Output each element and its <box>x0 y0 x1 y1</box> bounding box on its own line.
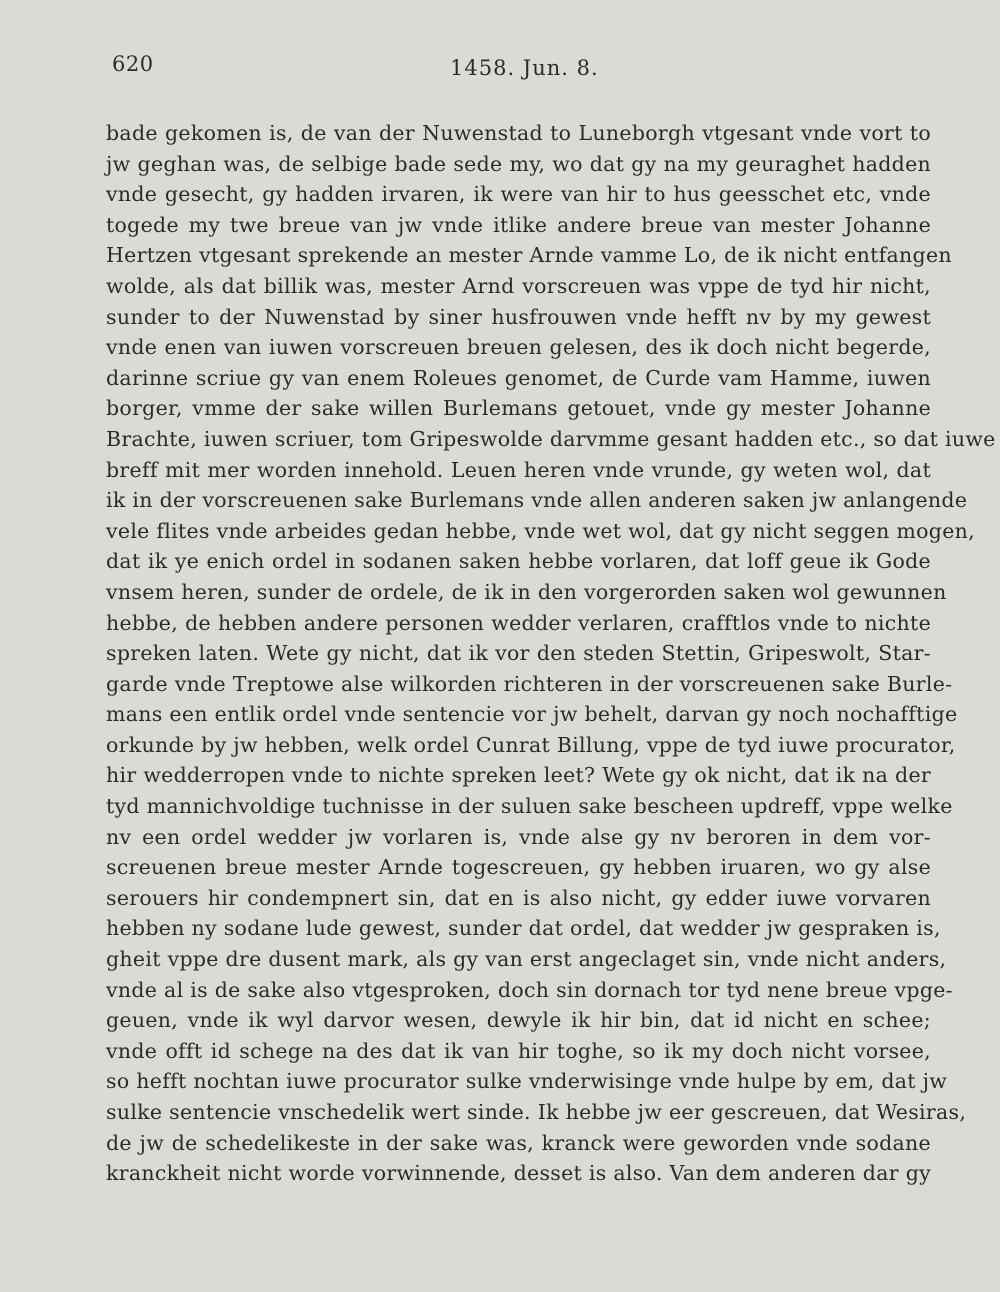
text-line: Brachte, iuwen scriuer, tom Gripeswolde darvmme gesant hadden etc., so dat iuwe <box>106 426 996 451</box>
text-line: jw geghan was, de selbige bade sede my, wo dat gy na my geuraghet hadden <box>106 151 931 176</box>
text-line: de jw de schedelikeste in der sake was, kranck were geworden vnde sodane <box>106 1130 931 1155</box>
text-line: borger, vmme der sake willen Burlemans getouet, vnde gy mester Johanne <box>106 396 931 421</box>
page-header <box>0 52 1000 88</box>
text-line: sulke sentencie vnschedelik wert sinde. Ik hebbe jw eer gescreuen, dat Wesiras, <box>106 1100 967 1124</box>
text-line: breff mit mer worden innehold. Leuen heren vnde vrunde, gy weten wol, dat <box>106 457 931 482</box>
text-line: vnde enen van iuwen vorscreuen breuen gelesen, des ik doch nicht begerde, <box>106 335 931 360</box>
text-line: ik in der vorscreuenen sake Burlemans vnde allen anderen saken jw anlangende <box>106 488 968 513</box>
text-line: vnsem heren, sunder de ordele, de ik in den vorgerorden saken wol gewunnen <box>106 579 947 604</box>
page-number: 620 <box>112 52 154 76</box>
text-line: vnde gesecht, gy hadden irvaren, ik were van hir to hus geesschet etc, vnde <box>106 182 931 207</box>
text-line: mans een entlik ordel vnde sentencie vor jw behelt, darvan gy noch nochafftige <box>106 702 958 727</box>
text-line: dat ik ye enich ordel in sodanen saken hebbe vorlaren, dat loff geue ik Gode <box>106 549 931 574</box>
text-line: bade gekomen is, de van der Nuwenstad to Luneborgh vtgesant vnde vort to <box>106 121 931 145</box>
text-line: screuenen breue mester Arnde togescreuen, gy hebben iruaren, wo gy alse <box>106 855 931 880</box>
text-line: wolde, als dat billik was, mester Arnd vorscreuen was vppe de tyd hir nicht, <box>106 273 931 298</box>
text-line: serouers hir condempnert sin, dat en is also nicht, gy edder iuwe vorvaren <box>106 885 931 910</box>
text-line: gheit vppe dre dusent mark, als gy van erst angeclaget sin, vnde nicht anders, <box>106 947 947 972</box>
body-text <box>106 118 996 1189</box>
text-line: sunder to der Nuwenstad by siner husfrouwen vnde hefft nv by my gewest <box>106 304 931 329</box>
text-line: vnde al is de sake also vtgesproken, doch sin dornach tor tyd nene breue vpge- <box>106 977 953 1002</box>
text-line: kranckheit nicht worde vorwinnende, desset is also. Van dem anderen dar gy <box>106 1161 931 1186</box>
text-line: nv een ordel wedder jw vorlaren is, vnde alse gy nv beroren in dem vor- <box>106 824 931 849</box>
text-line: vele flites vnde arbeides gedan hebbe, vnde wet wol, dat gy nicht seggen mogen, <box>106 518 975 543</box>
text-line: hebben ny sodane lude gewest, sunder dat ordel, dat wedder jw gespraken is, <box>106 916 941 941</box>
text-line: Hertzen vtgesant sprekende an mester Arnde vamme Lo, de ik nicht entfangen <box>106 243 952 268</box>
text-line: so hefft nochtan iuwe procurator sulke vnderwisinge vnde hulpe by em, dat jw <box>106 1069 948 1094</box>
text-line: hebbe, de hebben andere personen wedder verlaren, crafftlos vnde to nichte <box>106 610 931 635</box>
text-line: darinne scriue gy van enem Roleues genomet, de Curde vam Hamme, iuwen <box>106 365 931 390</box>
text-line: garde vnde Treptowe alse wilkorden richteren in der vorscreuenen sake Burle- <box>106 671 953 696</box>
text-line: geuen, vnde ik wyl darvor wesen, dewyle ik hir bin, dat id nicht en schee; <box>106 1008 931 1033</box>
text-line: orkunde by jw hebben, welk ordel Cunrat Billung, vppe de tyd iuwe procurator, <box>106 732 956 757</box>
running-head-date: 1458. Jun. 8. <box>450 56 599 80</box>
text-line: vnde offt id schege na des dat ik van hir toghe, so ik my doch nicht vorsee, <box>106 1038 931 1063</box>
text-line: togede my twe breue van jw vnde itlike andere breue van mester Johanne <box>106 212 931 237</box>
text-line: tyd mannichvoldige tuchnisse in der suluen sake bescheen updreff, vppe welke <box>106 794 953 819</box>
text-line: hir wedderropen vnde to nichte spreken leet? Wete gy ok nicht, dat ik na der <box>106 763 931 788</box>
text-line: spreken laten. Wete gy nicht, dat ik vor den steden Stettin, Gripeswolt, Star- <box>106 641 931 666</box>
